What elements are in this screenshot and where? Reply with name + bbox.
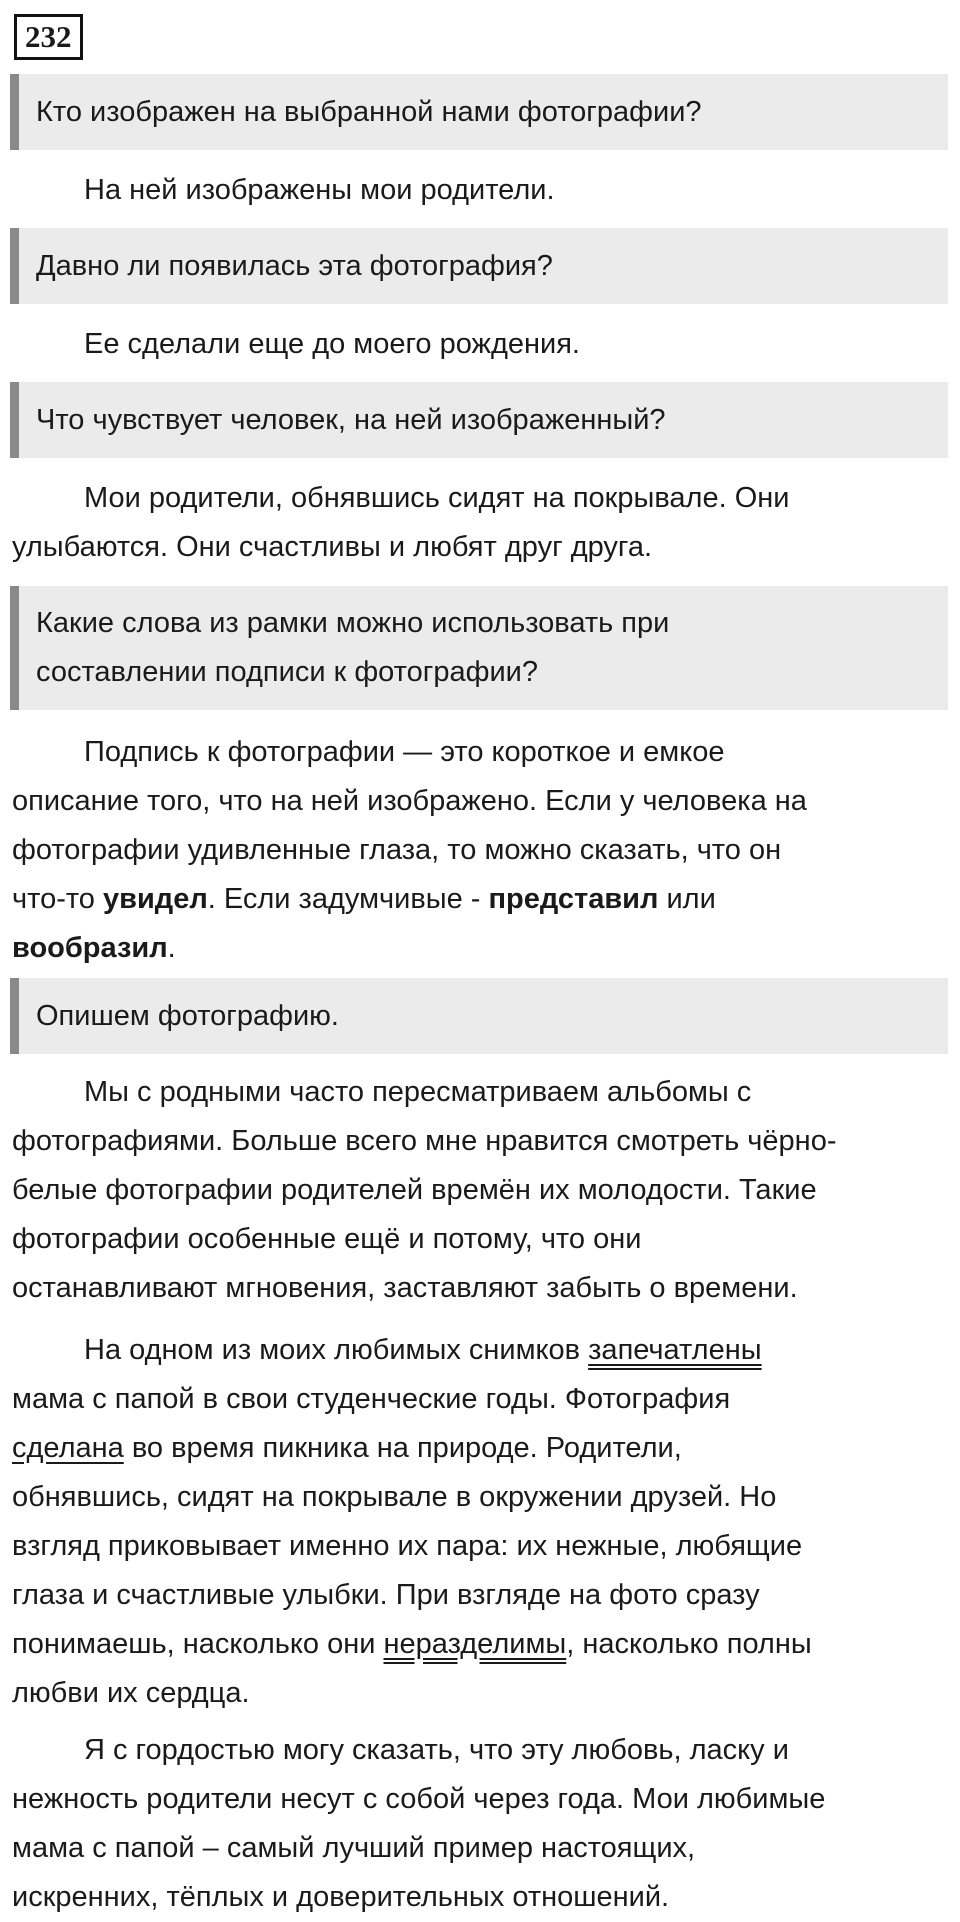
underlined-word: неразделимы — [383, 1628, 567, 1660]
paragraph-1: Мы с родными часто пересматриваем альбомы с фотографиями. Больше всего мне нравится смотреть чёрно- белые фотографии родителей времён их молодости. Такие фотографии особенные ещё и потому, что они останавливают мгновения, заставляют забыть о времени. — [12, 1076, 837, 1304]
question-5 — [10, 978, 948, 1054]
bold-word: увидел — [103, 883, 208, 915]
answer-1: На ней изображены мои родители. — [84, 174, 555, 206]
exercise-number: 232 — [14, 14, 83, 60]
bold-word: вообразил — [12, 932, 168, 964]
answer-4: Подпись к фотографии — это короткое и емкое описание того, что на ней изображено. Если у человека на фотографии удивленные глаза, то можно сказать, что он что-то увидел. Если задумчивые - представил или вообразил. — [12, 736, 807, 964]
question-1 — [10, 74, 948, 150]
paragraph-2: На одном из моих любимых снимков запечатлены мама с папой в свои студенческие годы. Фотография сделана во время пикника на природе. Родители, обнявшись, сидят на покрывале в окружении друзей. Но взгляд приковывает именно их пара: их нежные, любящие глаза и счастливые улыбки. При взгляде на фото сразу понимаешь, насколько они неразделимы, насколько полны любви их сердца. — [12, 1334, 812, 1709]
question-text: Что чувствует человек, на ней изображенный? — [36, 403, 666, 436]
question-text: Опишем фотографию. — [36, 999, 339, 1032]
paragraph-3: Я с гордостью могу сказать, что эту любовь, ласку и нежность родители несут с собой через года. Мои любимые мама с папой – самый лучший пример настоящих, искренних, тёплых и доверительных отношений. — [12, 1734, 826, 1913]
underlined-word: запечатлены — [588, 1334, 762, 1366]
underlined-word: сделана — [12, 1432, 124, 1464]
question-2 — [10, 228, 948, 304]
answer-2: Ее сделали еще до моего рождения. — [84, 328, 580, 360]
question-text: Какие слова из рамки можно использовать при составлении подписи к фотографии? — [36, 607, 670, 688]
bold-word: представил — [488, 883, 659, 915]
answer-3: Мои родители, обнявшись сидят на покрывале. Они улыбаются. Они счастливы и любят друг друга. — [12, 482, 790, 563]
question-3 — [10, 382, 948, 458]
question-text: Кто изображен на выбранной нами фотографии? — [36, 95, 702, 128]
question-4 — [10, 586, 948, 710]
question-text: Давно ли появилась эта фотография? — [36, 249, 553, 282]
